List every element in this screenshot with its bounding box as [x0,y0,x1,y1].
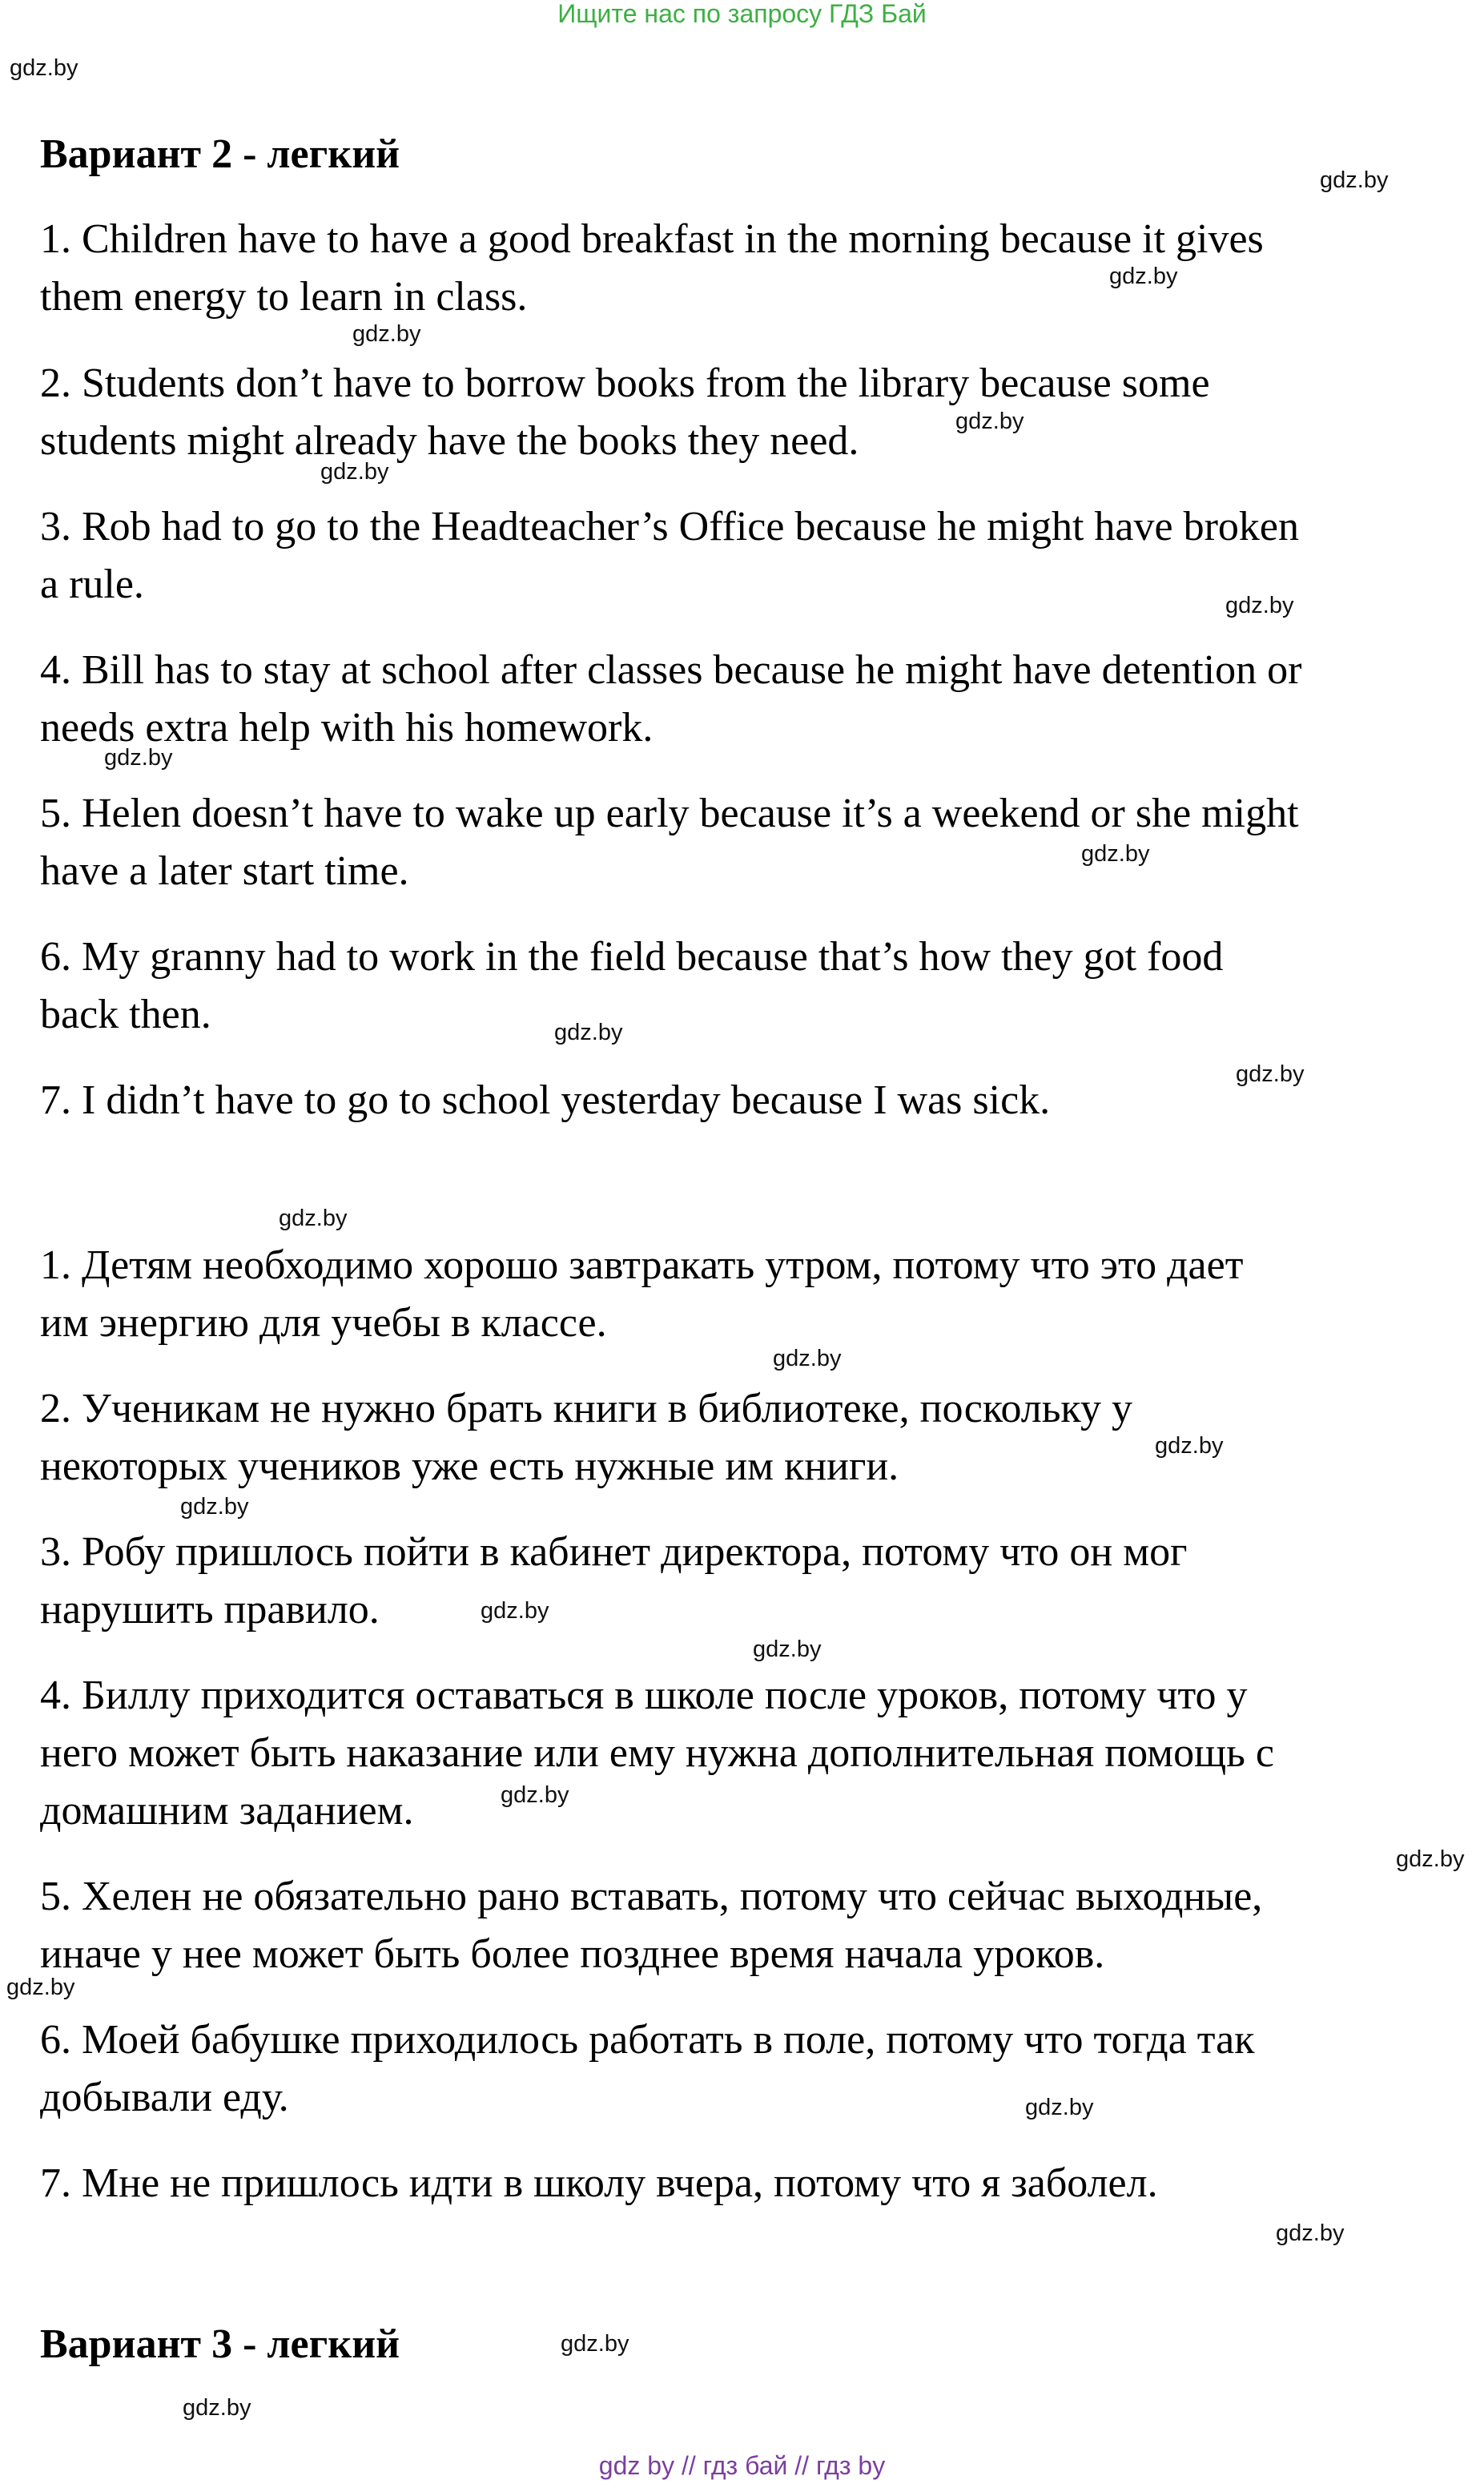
text-line: 5. Хелен не обязательно рано вставать, потому что сейчас выходные, [40,1874,1263,1919]
text-line: back then. [40,992,211,1037]
russian-answer-2 [40,1380,1474,1496]
watermark: gdz.by [1236,1061,1305,1087]
english-answer-1 [40,211,1474,326]
watermark: gdz.by [753,1637,822,1662]
watermark: gdz.by [104,745,173,771]
watermark: gdz.by [1025,2095,1094,2120]
watermark: gdz.by [320,459,389,485]
watermark: gdz.by [773,1346,842,1371]
watermark: gdz.by [1396,1846,1465,1872]
text-line: 4. Биллу приходится оставаться в школе после уроков, потому что у [40,1673,1248,1718]
variant-3-heading: Вариант 3 - легкий [40,2321,400,2367]
watermark: gdz.by [1320,167,1389,193]
text-line: needs extra help with his homework. [40,705,654,751]
watermark: gdz.by [352,321,421,347]
watermark: gdz.by [1081,841,1150,867]
text-line: 5. Helen doesn’t have to wake up early because it’s a weekend or she might [40,791,1299,836]
watermark: gdz.by [955,409,1024,434]
watermark: gdz.by [481,1598,549,1624]
text-line: 6. Моей бабушке приходилось работать в поле, потому что тогда так [40,2017,1255,2063]
text-line: 2. Ученикам не нужно брать книги в библиотеке, поскольку у [40,1386,1132,1431]
watermark: gdz.by [501,1782,569,1808]
watermark: gdz.by [279,1206,348,1231]
russian-answer-4 [40,1667,1474,1840]
watermark: gdz.by [183,2395,251,2421]
russian-answer-5 [40,1868,1474,1983]
text-line: 1. Children have to have a good breakfast in the morning because it gives [40,216,1264,262]
text-line: некоторых учеников уже есть нужные им книги. [40,1443,899,1489]
russian-answer-1 [40,1237,1474,1352]
russian-answer-6 [40,2011,1474,2127]
watermark: gdz.by [1276,2220,1345,2246]
text-line: 2. Students don’t have to borrow books from the library because some [40,360,1210,406]
footer-links: gdz by // гдз бай // гдз by [598,2451,886,2480]
watermark: gdz.by [561,2331,629,2357]
text-line: 3. Rob had to go to the Headteacher’s Office because he might have broken [40,504,1299,550]
text-line: добывали еду. [40,2075,289,2120]
text-line: домашним заданием. [40,1788,414,1834]
watermark: gdz.by [6,1975,75,2000]
text-line: 3. Робу пришлось пойти в кабинет директора, потому что он мог [40,1529,1188,1575]
text-line: нарушить правило. [40,1587,380,1632]
text-line: 7. I didn’t have to go to school yesterday because I was sick. [40,1077,1051,1123]
text-line: 7. Мне не пришлось идти в школу вчера, потому что я заболел. [40,2160,1158,2206]
text-line: have a later start time. [40,848,409,894]
watermark: gdz.by [10,55,78,81]
russian-answer-7 [40,2155,1474,2212]
text-line: него может быть наказание или ему нужна дополнительная помощь с [40,1730,1274,1776]
watermark: gdz.by [554,1020,623,1045]
watermark: gdz.by [180,1494,249,1520]
text-line: иначе у нее может быть более позднее время начала уроков. [40,1931,1105,1977]
watermark: gdz.by [1225,593,1294,618]
watermark: gdz.by [1109,264,1178,289]
variant-2-heading: Вариант 2 - легкий [40,131,400,177]
text-line: им энергию для учебы в классе. [40,1300,607,1346]
text-line: them energy to learn in class. [40,274,528,320]
text-line: a rule. [40,562,144,607]
watermark: gdz.by [1155,1433,1224,1459]
text-line: 4. Bill has to stay at school after classes because he might have detention or [40,647,1302,693]
text-line: 1. Детям необходимо хорошо завтракать утром, потому что это дает [40,1242,1244,1288]
text-line: 6. My granny had to work in the field because that’s how they got food [40,934,1224,980]
russian-answer-3 [40,1524,1474,1639]
top-banner: Ищите нас по запросу ГДЗ Бай [557,0,927,28]
english-answer-5 [40,785,1474,900]
text-line: students might already have the books they need. [40,418,859,464]
english-answer-2 [40,355,1474,470]
english-answer-6 [40,928,1474,1044]
english-answer-4 [40,642,1474,757]
